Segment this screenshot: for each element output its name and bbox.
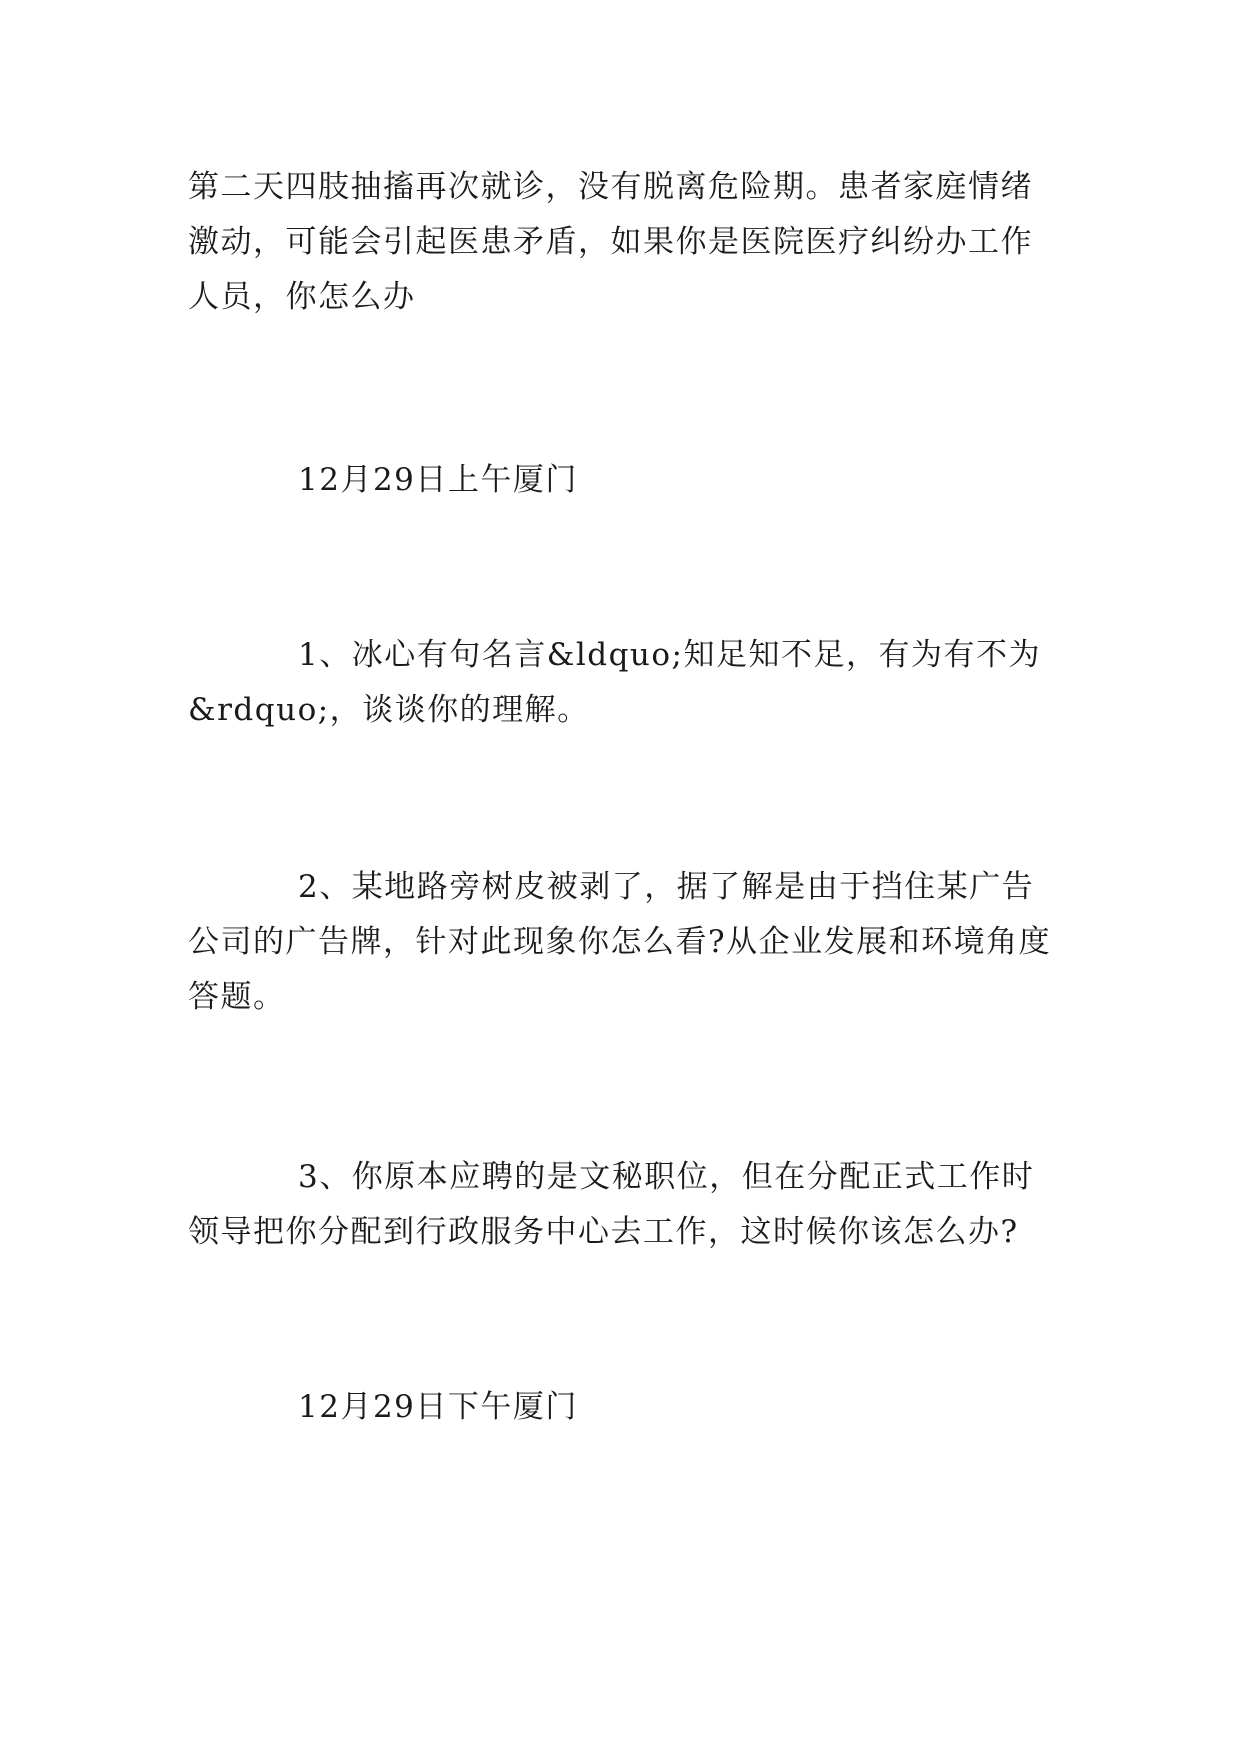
section-heading-morning: 12月29日上午厦门 bbox=[298, 462, 578, 498]
question-2: 2、某地路旁树皮被剥了，据了解是由于挡住某广告公司的广告牌，针对此现象你怎么看?从企业发展和环境角度答题。 bbox=[188, 869, 1052, 1015]
question-1: 1、冰心有句名言&ldquo;知足知不足，有为有不为&rdquo;，谈谈你的理解。 bbox=[188, 637, 1041, 728]
section-heading-afternoon: 12月29日下午厦门 bbox=[298, 1389, 578, 1425]
paragraph-intro: 第二天四肢抽搐再次就诊，没有脱离危险期。患者家庭情绪激动，可能会引起医患矛盾，如果你是医院医疗纠纷办工作人员，你怎么办 bbox=[188, 169, 1033, 315]
question-3: 3、你原本应聘的是文秘职位，但在分配正式工作时领导把你分配到行政服务中心去工作，这时候你该怎么办? bbox=[188, 1159, 1035, 1250]
